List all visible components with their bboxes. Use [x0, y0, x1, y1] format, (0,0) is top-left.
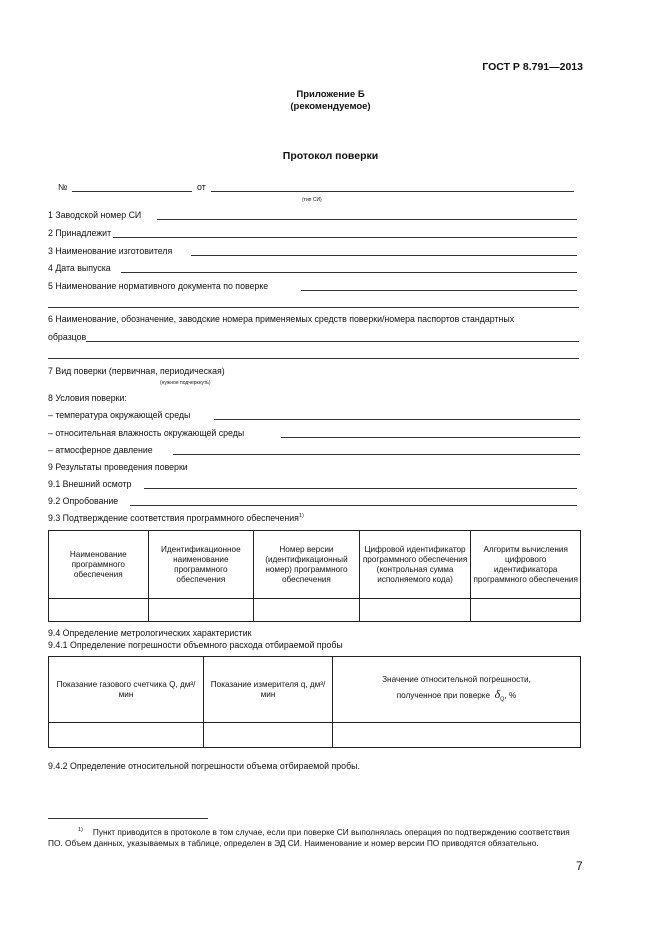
table-cell: [333, 723, 581, 748]
field-means-blank: [86, 341, 579, 342]
footnote-text: Пункт приводится в протоколе в том случае, если при поверке СИ выполнялась операция по подтверждению соответствия ПО. Объем данных, указываемых в таблице, определен в ЭД СИ. Наименование и номер версии ПО приводятся обязательно.: [48, 826, 570, 848]
conditions-label: 8 Условия поверки:: [48, 393, 127, 403]
section-volume-error: 9.4.2 Определение относительной погрешности объема отбираемой пробы.: [48, 761, 360, 771]
standard-header: ГОСТ Р 8.791—2013: [482, 61, 583, 73]
delta-unit: , %: [504, 690, 517, 700]
field-manufacturer-blank: [191, 255, 577, 256]
software-table-header-row: [49, 531, 581, 599]
flow-header-gas-meter: Показание газового счетчика Q, дм³/мин: [49, 657, 204, 723]
page-number: 7: [576, 859, 583, 873]
flow-header-error-line2: [335, 686, 578, 705]
field-software-label: [48, 513, 304, 523]
table-cell: [49, 723, 204, 748]
delta-subscript: Q: [500, 696, 505, 703]
field-normdoc-blank: [301, 290, 577, 291]
field-serial-label: 1 Заводской номер СИ: [48, 210, 142, 220]
flow-header-meter-q: Показание измерителя q, дм³/мин: [204, 657, 333, 723]
field-owner-blank: [113, 237, 577, 238]
field-verification-type-label: 7 Вид поверки (первичная, периодическая): [48, 366, 225, 376]
footnote-mark: 1): [78, 827, 83, 833]
device-type-blank: [211, 191, 574, 192]
field-means-label-2: образцов: [48, 332, 87, 342]
software-table-row: [49, 599, 581, 622]
section-metrological: 9.4 Определение метрологических характеристик: [48, 628, 252, 638]
type-note: (тип СИ): [302, 197, 322, 203]
field-means-label: 6 Наименование, обозначение, заводские номера применяемых средств поверки/номера паспортов стандартных: [48, 314, 515, 324]
delta-symbol: δ: [494, 686, 501, 701]
condition-pressure-blank: [173, 454, 580, 455]
software-header-version: Номер версии (идентификационный номер) программного обеспечения: [254, 531, 360, 599]
flow-header-relative-error: [333, 657, 581, 723]
condition-humidity-blank: [281, 437, 580, 438]
flow-table-header-row: [49, 657, 581, 723]
footnote-separator: [48, 818, 208, 819]
field-owner-label: 2 Принадлежит: [48, 228, 112, 238]
table-cell: [254, 599, 360, 622]
software-header-digital-id: Цифровой идентификатор программного обеспечения (контрольная сумма исполняемого кода): [359, 531, 471, 599]
field-normdoc-blank-2: [48, 307, 579, 308]
software-table: [48, 530, 581, 622]
table-cell: [359, 599, 471, 622]
condition-humidity-label: – относительная влажность окружающей среды: [48, 428, 245, 438]
section-flow-error: 9.4.1 Определение погрешности объемного расхода отбираемой пробы: [48, 640, 343, 650]
table-cell: [148, 599, 254, 622]
flow-table-row: [49, 723, 581, 748]
field-testing-label: 9.2 Опробование: [48, 496, 119, 506]
protocol-title: Протокол поверки: [282, 150, 379, 162]
field-serial-blank: [157, 219, 577, 220]
footnote-ref: 1): [298, 513, 304, 520]
condition-temperature-blank: [214, 419, 580, 420]
flow-header-error-line1: Значение относительной погрешности,: [382, 674, 531, 684]
field-date-blank: [121, 272, 577, 273]
field-testing-blank: [130, 505, 577, 506]
software-header-id-name: Идентификационное наименование программного обеспечения: [148, 531, 254, 599]
field-date-label: 4 Дата выпуска: [48, 263, 111, 273]
table-cell: [471, 599, 581, 622]
field-software-text: 9.3 Подтверждение соответствия программного обеспечения: [48, 513, 299, 523]
software-header-name: Наименование программного обеспечения: [49, 531, 149, 599]
results-label: 9 Результаты проведения поверки: [48, 462, 188, 472]
field-normdoc-label: 5 Наименование нормативного документа по поверке: [48, 281, 269, 291]
condition-pressure-label: – атмосферное давление: [48, 445, 153, 455]
flow-header-error-text: полученное при поверке: [396, 690, 491, 700]
number-blank: [72, 191, 192, 192]
field-inspection-label: 9.1 Внешний осмотр: [48, 479, 132, 489]
table-cell: [204, 723, 333, 748]
condition-temperature-label: – температура окружающей среды: [48, 410, 191, 420]
appendix-heading: [0, 89, 661, 113]
appendix-subtitle: (рекомендуемое): [290, 101, 371, 112]
software-header-algorithm: Алгоритм вычисления цифрового идентификатора программного обеспечения: [471, 531, 581, 599]
field-means-blank-2: [48, 358, 579, 359]
field-manufacturer-label: 3 Наименование изготовителя: [48, 246, 173, 256]
from-label: от: [197, 182, 206, 192]
number-label: №: [58, 182, 68, 192]
verification-type-note: (нужное подчеркнуть): [160, 380, 211, 386]
field-inspection-blank: [144, 488, 577, 489]
appendix-title: Приложение Б: [296, 89, 365, 100]
footnote: [48, 825, 579, 849]
flow-error-table: [48, 656, 581, 748]
table-cell: [49, 599, 149, 622]
